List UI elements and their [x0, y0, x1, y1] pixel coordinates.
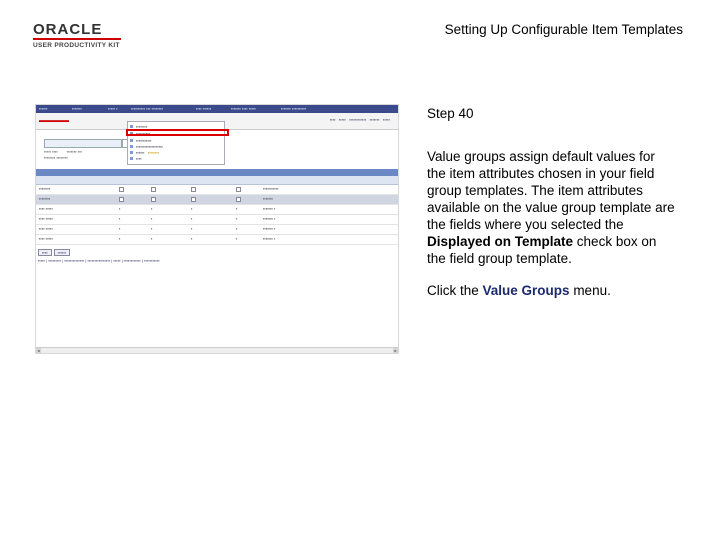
app-form: ▪▪▪▪▪ ▪▪▪▪ ▪▪▪▪▪▪▪ ▪▪▪ ▪▪▪▪▪▪▪▪ ▪▪▪▪▪▪▪▪ — [44, 149, 83, 160]
app-grid-row-selected: ▪▪▪▪▪▪▪▪ ▪▪▪▪▪▪▪ — [36, 195, 398, 205]
instruction-prefix: Click the — [427, 283, 483, 298]
dropdown-item: ▪▪▪▪ — [130, 156, 142, 161]
dropdown-item: ▪▪▪▪▪▪▪▪▪▪▪▪▪▪▪▪▪▪▪ — [130, 144, 163, 149]
application-screenshot — [35, 104, 399, 354]
app-grid-row: ▪▪▪▪ ▪▪▪▪▪ ▪ ▪ ▪ ▪ ▪▪▪▪▪▪▪ ▪ — [36, 205, 398, 215]
description-bold: Displayed on Template — [427, 234, 574, 249]
app-button: ▪▪▪▪ — [38, 249, 52, 256]
app-menu-bar: ▪▪▪▪▪▪ ▪▪▪▪▪▪▪ ▪▪▪▪▪ ▪ ▪▪▪▪▪▪▪▪▪▪ ▪▪▪ ▪▪▪▪▪▪▪▪ ▪▪▪▪ ▪▪▪▪▪▪ ▪▪▪▪▪▪▪ ▪▪▪▪ ▪▪▪▪▪ ▪▪▪▪▪▪▪ ▪▪▪▪▪▪▪▪▪▪ — [36, 105, 398, 113]
app-grid-row: ▪▪▪▪ ▪▪▪▪▪ ▪ ▪ ▪ ▪ ▪▪▪▪▪▪▪ ▪ — [36, 225, 398, 235]
value-groups-menu-name: Value Groups — [482, 283, 570, 298]
description-part1: Value groups assign default values for the item attributes chosen in your field group templates. The item attributes available on the value group template are the fields where you selected the — [427, 149, 675, 232]
horizontal-scrollbar[interactable] — [36, 347, 398, 353]
step-label: Step 40 — [427, 106, 474, 121]
app-grid-row: ▪▪▪▪ ▪▪▪▪▪ ▪ ▪ ▪ ▪ ▪▪▪▪▪▪▪ ▪ — [36, 215, 398, 225]
app-grid-header — [36, 176, 398, 185]
app-grid-row: ▪▪▪▪ ▪▪▪▪▪ ▪ ▪ ▪ ▪ ▪▪▪▪▪▪▪ ▪ — [36, 235, 398, 245]
app-grid-title — [36, 169, 398, 176]
scroll-left-icon[interactable]: ◂ — [37, 348, 40, 353]
oracle-upk-logo — [33, 22, 125, 50]
scroll-right-icon[interactable]: ▸ — [394, 348, 397, 353]
step-description — [427, 148, 677, 267]
description-part2: check box on the field group template. — [427, 234, 657, 266]
document-title: Setting Up Configurable Item Templates — [444, 22, 683, 37]
app-grid-row: ▪▪▪▪▪▪▪▪ ▪▪▪▪▪▪▪▪▪▪▪ — [36, 185, 398, 195]
logo-divider — [33, 38, 121, 40]
dropdown-item: ▪▪▪▪▪▪▪▪ — [130, 124, 147, 129]
value-groups-menu-highlight[interactable] — [126, 129, 229, 136]
app-dropdown-menu — [127, 121, 225, 165]
dropdown-item: ▪▪▪▪▪▪▪▪▪▪▪ — [130, 138, 152, 143]
dropdown-item: ▪▪▪▪▪▪ ▪▪▪▪▪▪▪▪ — [130, 150, 159, 155]
app-logo: ▬▬▬▬▬ — [39, 118, 69, 124]
instruction-suffix: menu. — [569, 283, 611, 298]
app-grid — [36, 169, 398, 245]
dropdown-item: ▪▪▪▪▪▪▪▪▪▪ — [130, 131, 150, 136]
step-instruction — [427, 283, 677, 298]
app-buttons — [38, 249, 72, 256]
app-footer-links: ▪▪▪▪▪ | ▪▪▪▪▪▪▪▪▪ | ▪▪▪▪▪▪▪▪▪▪▪▪▪▪ | ▪▪▪▪▪▪▪▪▪▪▪▪▪▪▪▪ | ▪▪▪▪▪ | ▪▪▪▪▪▪▪▪▪▪▪▪ | ▪▪▪▪▪▪▪▪▪▪▪ — [38, 258, 160, 263]
logo-subtext: USER PRODUCTIVITY KIT — [33, 42, 120, 49]
app-header-links: ▪▪▪▪ ▪▪▪▪▪ ▪▪▪▪▪▪▪▪▪▪▪▪ ▪▪▪▪▪▪▪ ▪▪▪▪▪ — [329, 117, 390, 122]
logo-text: ORACLE — [33, 21, 103, 38]
app-button: ▪▪▪▪▪▪ — [54, 249, 71, 256]
app-tab-active — [44, 139, 122, 148]
